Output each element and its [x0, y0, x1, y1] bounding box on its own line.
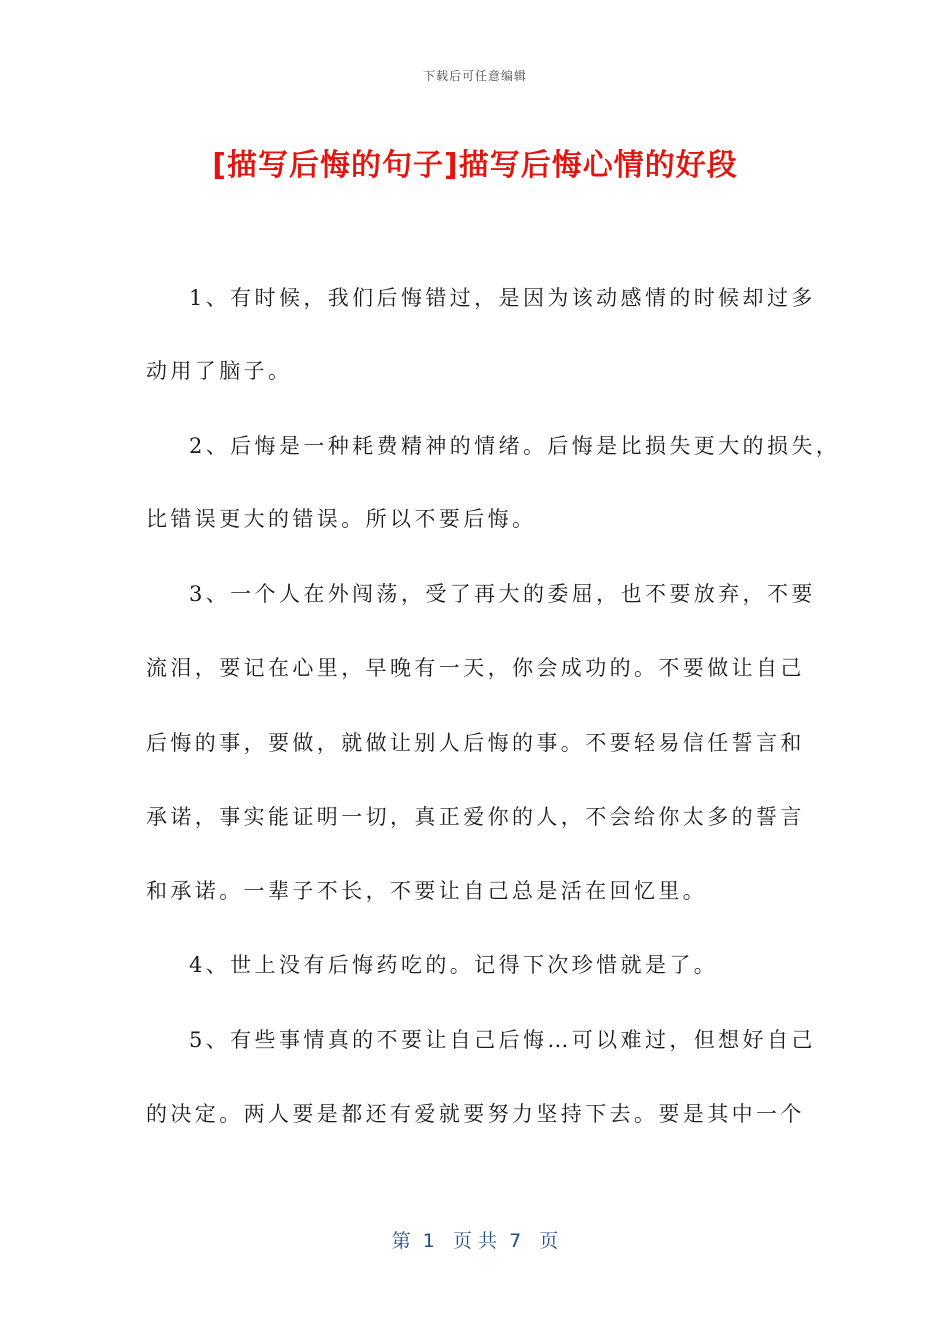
paragraph-5-line-2: 的决定。两人要是都还有爱就要努力坚持下去。要是其中一个 — [146, 1102, 805, 1126]
paragraph-5-line-1: 5、有些事情真的不要让自己后悔…可以难过，但想好自己 — [189, 1028, 816, 1052]
paragraph-4-line-1: 4、世上没有后悔药吃的。记得下次珍惜就是了。 — [189, 953, 719, 977]
page-header-note: 下载后可任意编辑 — [422, 69, 527, 83]
document-title: [描写后悔的句子]描写后悔心情的好段 — [212, 148, 738, 183]
paragraph-2-line-2: 比错误更大的错误。所以不要后悔。 — [146, 507, 537, 531]
paragraph-1-line-1: 1、有时候，我们后悔错过，是因为该动感情的时候却过多 — [189, 286, 816, 310]
paragraph-3-line-5: 和承诺。一辈子不长，不要让自己总是活在回忆里。 — [146, 879, 708, 903]
paragraph-3-line-1: 3、一个人在外闯荡，受了再大的委屈，也不要放弃，不要 — [189, 582, 816, 606]
paragraph-3-line-4: 承诺，事实能证明一切，真正爱你的人，不会给你太多的誓言 — [146, 805, 805, 829]
paragraph-1-line-2: 动用了脑子。 — [146, 359, 293, 383]
page-number-footer: 第 1 页 共 7 页 — [391, 1230, 559, 1252]
paragraph-3-line-3: 后悔的事，要做，就做让别人后悔的事。不要轻易信任誓言和 — [146, 731, 805, 755]
paragraph-3-line-2: 流泪，要记在心里，早晚有一天，你会成功的。不要做让自己 — [146, 656, 805, 680]
paragraph-2-line-1: 2、后悔是一种耗费精神的情绪。后悔是比损失更大的损失， — [189, 434, 841, 458]
